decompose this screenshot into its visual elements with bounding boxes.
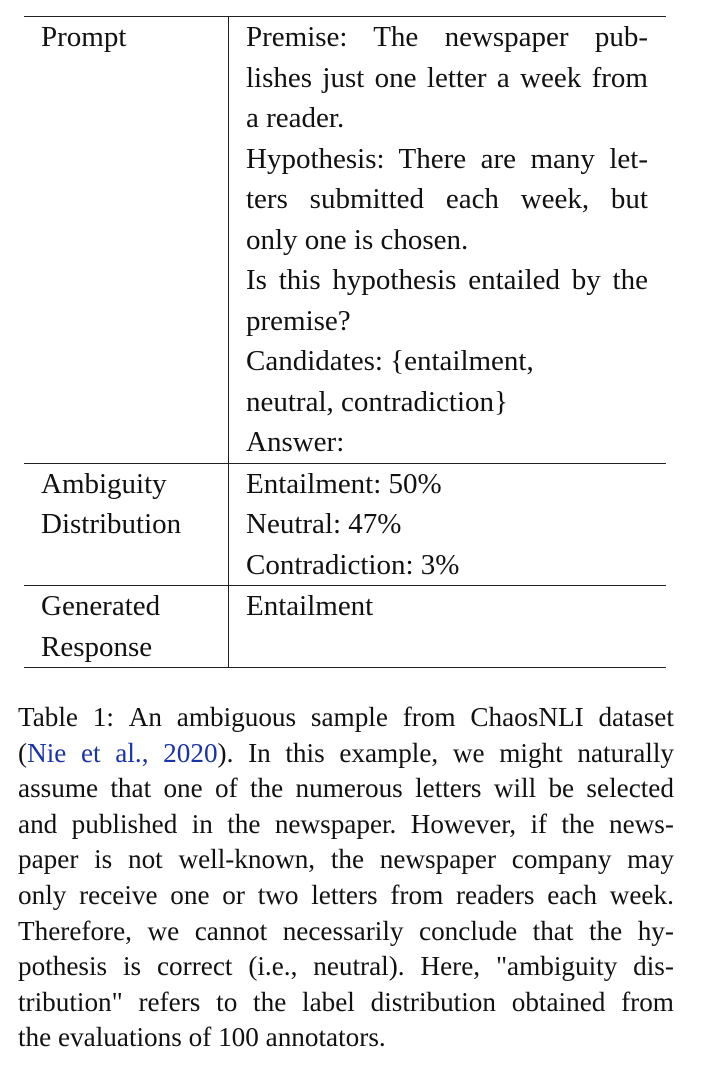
caption-word: hy- [637,915,674,946]
caption-word: we [147,915,180,946]
caption-word: and [18,808,58,839]
caption-word: conclude [419,915,518,946]
caption-line [18,949,674,985]
prompt-line: only one is chosen. [246,223,469,256]
caption-word: selected [586,773,674,804]
caption-word: the [253,986,287,1017]
caption-line [18,771,674,807]
caption-word: readers [455,879,535,910]
row-label: Distribution [41,508,182,540]
caption-word: week. [609,879,674,910]
caption-word: be [548,773,575,804]
caption-line [18,985,674,1021]
caption-word: if [530,808,548,839]
caption-word: letters [415,773,482,804]
caption-word: cannot [194,915,268,946]
caption-word: of [215,773,238,804]
row-label-cell [24,17,229,464]
prompt-line: premise? [246,304,351,337]
caption-word: ChaosNLI [470,702,584,732]
caption-word: is [94,844,113,875]
prompt-line: Answer: [246,426,345,458]
caption-word: will [493,773,537,804]
caption-text: ). In this example, we might naturally [217,737,674,768]
caption-word: the [227,808,261,839]
caption-word: neutral). [313,951,405,982]
caption-word: sample [310,702,388,732]
caption-word: not [127,844,163,875]
caption-word: the [561,808,595,839]
caption-word: to [216,986,238,1017]
caption-word: An [128,702,162,732]
prompt-line: neutral, contradiction} [246,385,508,418]
caption-word: assume [18,773,99,804]
table-row-ambiguity-distribution [24,463,666,586]
caption-line [18,914,674,950]
caption-text: ( [18,737,28,768]
caption-word: the [330,844,365,875]
table-row-generated-response [24,586,666,668]
prompt-line: Is this hypothesis entailed by the [246,264,648,296]
caption-word: one [163,773,203,804]
prompt-line: Candidates: {entailment, [246,345,534,377]
caption-word: only [18,879,67,910]
caption-word: numerous [295,773,403,804]
caption-line [18,807,674,843]
ambiguous-sample-table [24,16,666,668]
caption-word: letters [311,879,378,910]
caption-word: Here, [420,951,481,982]
caption-word: company [511,844,612,875]
caption-word: obtained [511,986,606,1017]
caption-word: that [110,773,152,804]
caption-word: receive [79,879,158,910]
prompt-line: Hypothesis: There are many let- [246,142,648,175]
caption-word: newspaper. [274,808,397,839]
caption-word: necessarily [282,915,404,946]
caption-word: dis- [633,951,674,982]
table-caption [18,700,674,1056]
caption-word: distribution [370,986,496,1017]
prompt-line: ters submitted each week, but [246,183,648,215]
caption-word: (i.e., [248,951,298,982]
prompt-content-cell [229,17,667,464]
caption-line-with-citation [18,736,674,772]
response-entry: Entailment [246,590,374,622]
caption-word: refers [138,986,201,1017]
caption-word: tribution" [18,986,123,1017]
distribution-entry: Contradiction: 3% [246,548,460,581]
caption-word: may [627,844,674,875]
caption-word: the [588,915,623,946]
row-label-cell [24,586,229,668]
caption-word: from [402,702,456,732]
prompt-line: a reader. [246,102,345,134]
distribution-content-cell [229,463,667,586]
caption-word: newspaper [379,844,497,875]
row-label: Response [41,630,153,663]
caption-word: news- [608,808,674,839]
caption-word: Table [18,702,78,732]
caption-word: pothesis [18,951,108,982]
caption-word: one [170,879,210,910]
caption-word: correct [156,951,233,982]
caption-word: well-known, [178,844,316,875]
caption-line [18,700,674,736]
caption-word: is [122,951,142,982]
distribution-entry: Entailment: 50% [246,467,442,500]
caption-line [18,878,674,914]
caption-word: 1: [92,702,114,732]
caption-word: ambiguous [176,702,297,732]
table-row-prompt [24,17,666,464]
caption-line: the evaluations of 100 annotators. [18,1022,386,1053]
distribution-entry: Neutral: 47% [246,508,402,540]
caption-word: paper [18,844,79,875]
caption-word: published [71,808,178,839]
caption-word: from [390,879,444,910]
row-label-cell [24,463,229,586]
response-content-cell [229,586,667,668]
caption-word: or [222,879,245,910]
caption-line [18,842,674,878]
caption-word: from [621,986,674,1017]
caption-word: the [250,773,284,804]
caption-word: each [547,879,597,910]
caption-word: two [257,879,299,910]
prompt-line: lishes just one letter a week from [246,61,648,94]
citation-link[interactable]: Nie et al., 2020 [27,737,218,768]
row-label: Ambiguity [41,467,167,500]
caption-word: that [532,915,574,946]
caption-word: However, [410,808,517,839]
row-label: Prompt [41,21,127,53]
row-label: Generated [41,590,161,622]
prompt-line: Premise: The newspaper pub- [246,21,648,53]
caption-word: "ambiguity [495,951,618,982]
caption-word: dataset [598,702,674,732]
caption-word: Therefore, [18,915,132,946]
caption-word: label [302,986,355,1017]
caption-word: in [191,808,213,839]
sample-table-container [24,16,666,668]
